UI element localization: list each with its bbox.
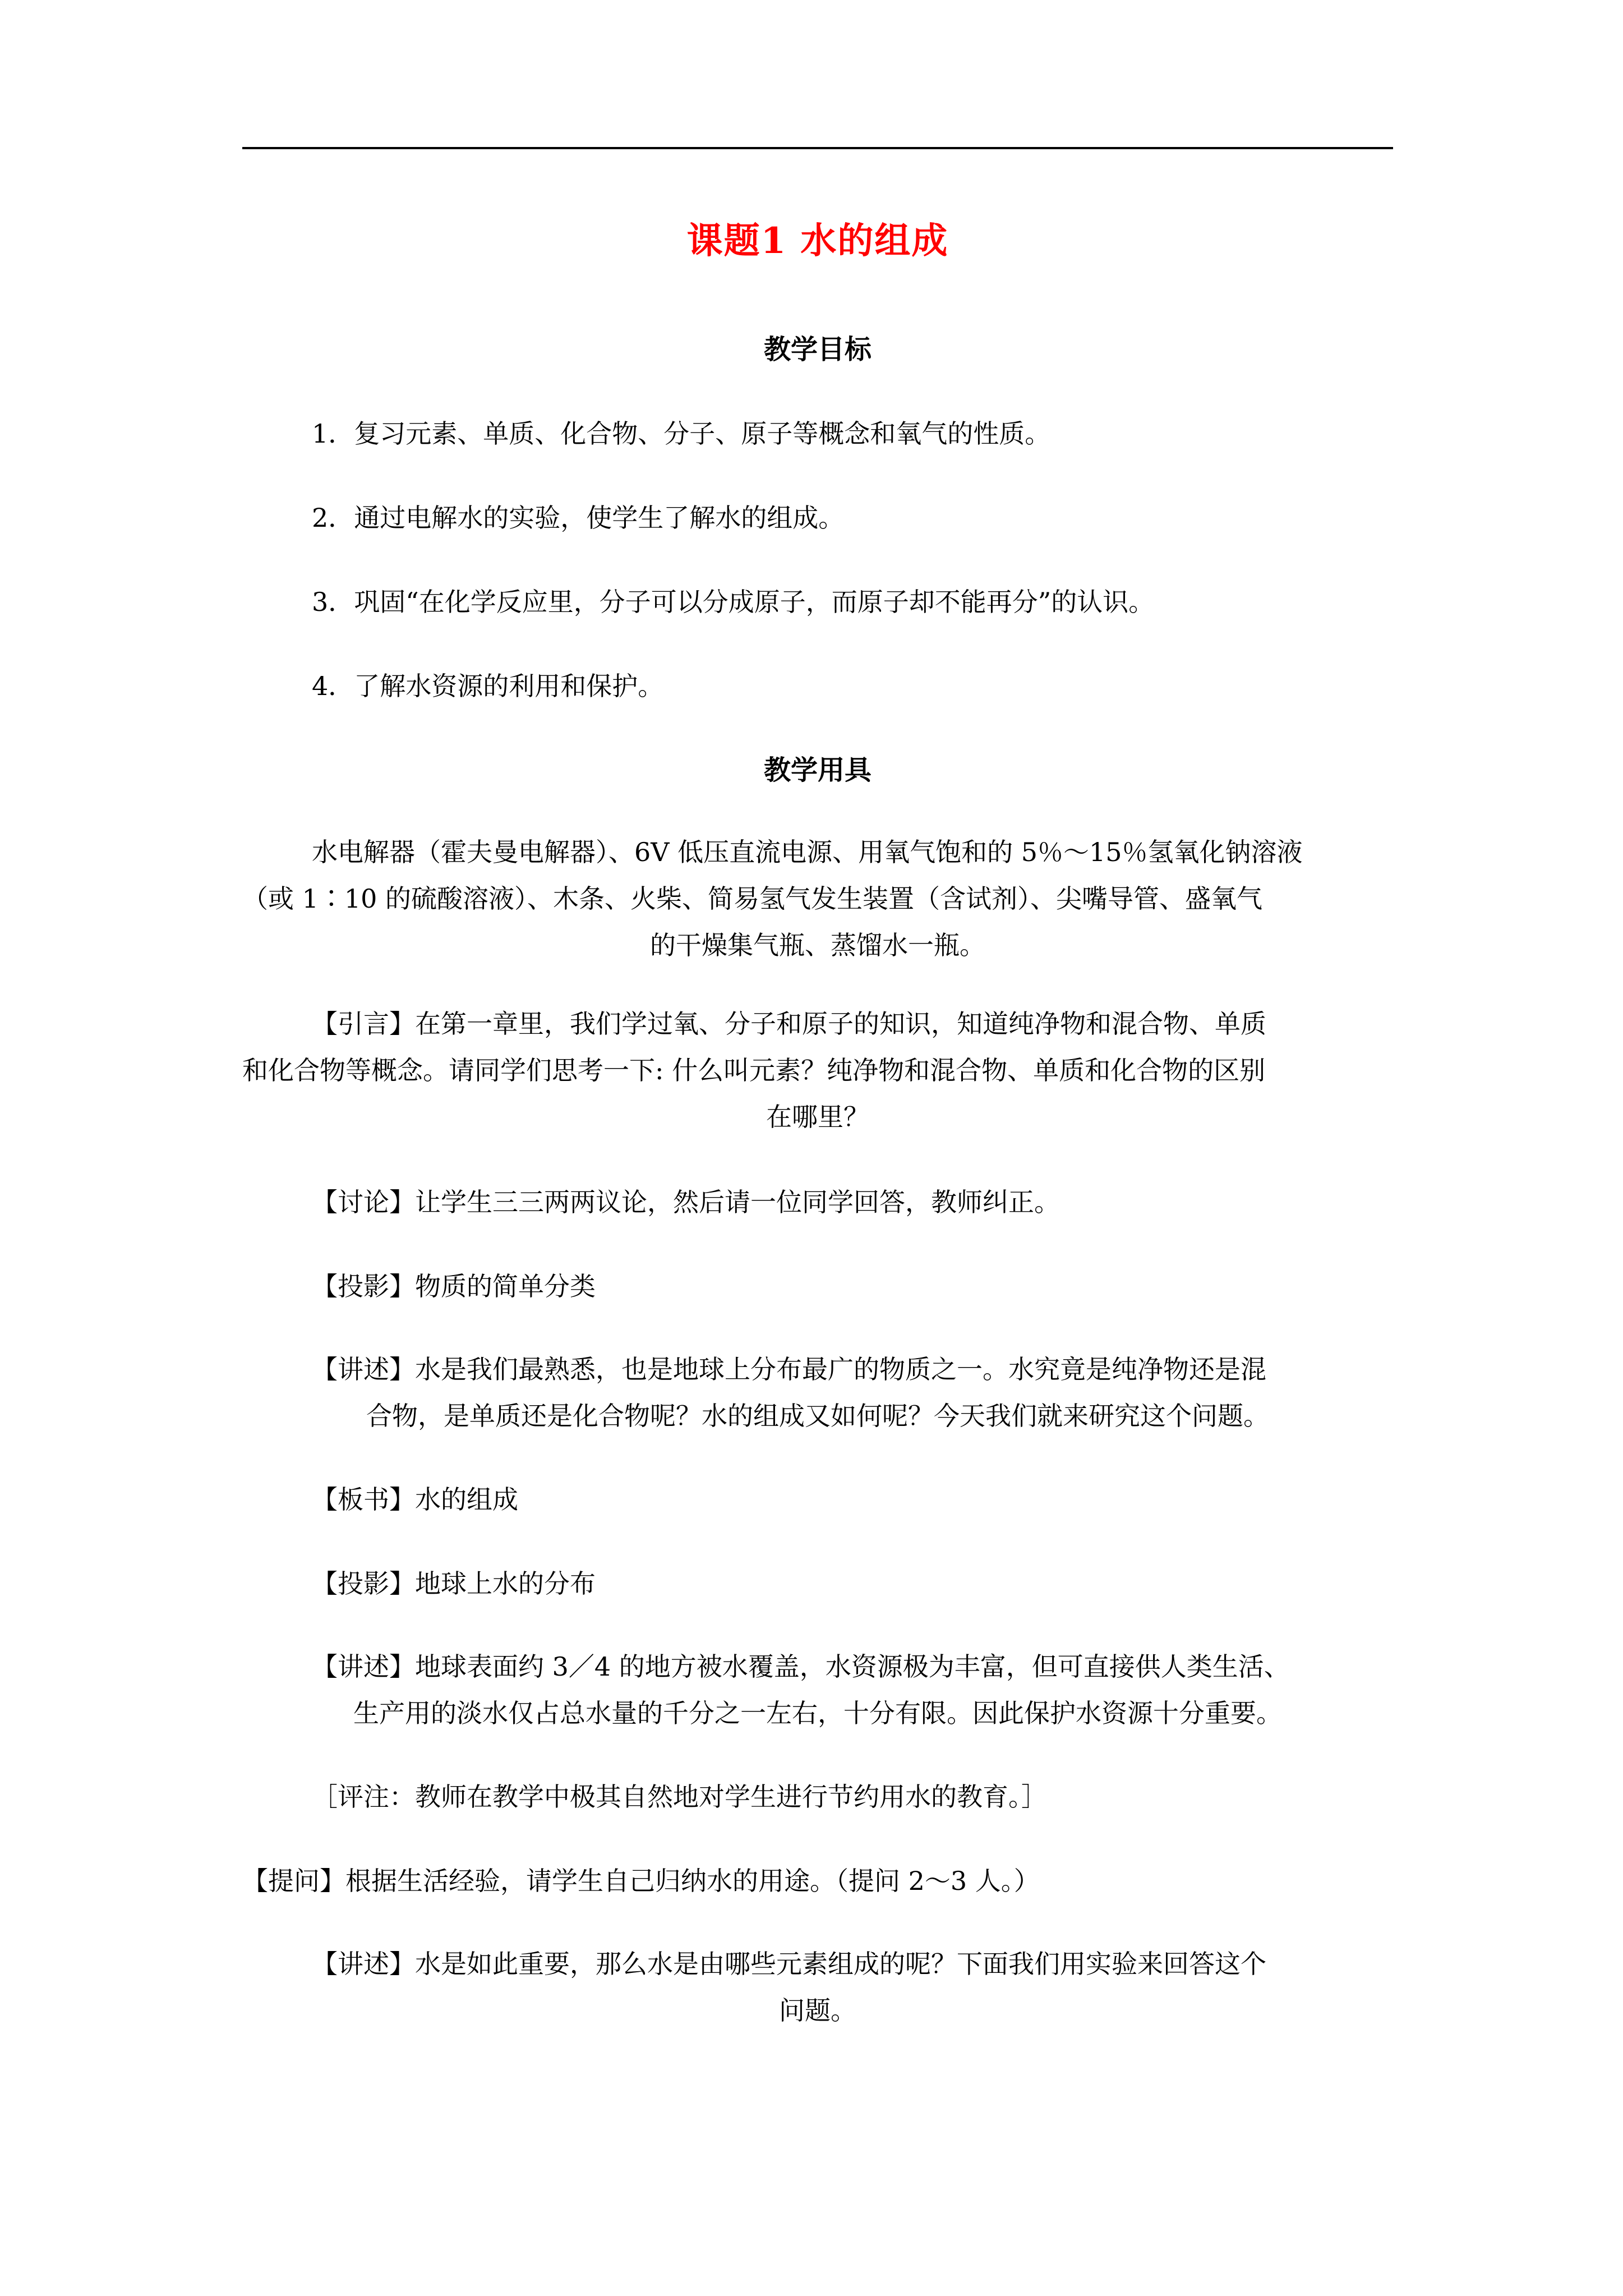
projection-line: 【投影】地球上水的分布 [312,1568,596,1599]
goal-item: 1．复习元素、单质、化合物、分子、原子等概念和氧气的性质。 [312,418,1051,449]
board-line: 【板书】水的组成 [312,1484,518,1515]
question-line: 【提问】根据生活经验，请学生自己归纳水的用途。（提问 2～3 人。） [242,1866,1040,1896]
tools-line: （或 1∶10 的硫酸溶液）、木条、火柴、简易氢气发生装置（含试剂）、尖嘴导管、盛氧气 [242,884,1263,914]
narration-line: 合物，是单质还是化合物呢？水的组成又如何呢？今天我们就来研究这个问题。 [366,1401,1269,1431]
narration-line: 问题。 [779,1995,856,2026]
tools-line: 水电解器（霍夫曼电解器）、6V 低压直流电源、用氧气饱和的 5％～15％氢氧化钠溶液 [312,837,1303,867]
comment-line: ［评注：教师在教学中极其自然地对学生进行节约用水的教育。］ [312,1782,1047,1812]
narration-paragraph [242,1941,1393,2034]
header-rule [242,147,1393,149]
narration-line: 【讲述】地球表面约 3／4 的地方被水覆盖，水资源极为丰富，但可直接供人类生活、 [312,1651,1290,1682]
narration-paragraph [242,1644,1393,1737]
tools-heading: 教学用具 [763,754,872,786]
tools-line: 的干燥集气瓶、蒸馏水一瓶。 [650,930,985,960]
goal-item: 4．了解水资源的利用和保护。 [312,671,664,701]
goal-item: 2．通过电解水的实验，使学生了解水的组成。 [312,503,845,533]
document-title: 课题1 水的组成 [686,220,949,262]
intro-line: 在哪里？ [766,1102,869,1132]
intro-paragraph [242,1001,1393,1140]
narration-line: 【讲述】水是如此重要，那么水是由哪些元素组成的呢？下面我们用实验来回答这个 [312,1949,1266,1979]
goals-heading: 教学目标 [763,334,872,365]
narration-line: 生产用的淡水仅占总水量的千分之一左右，十分有限。因此保护水资源十分重要。 [353,1698,1282,1728]
narration-paragraph [242,1346,1393,1439]
goal-item: 3．巩固“在化学反应里，分子可以分成原子，而原子却不能再分”的认识。 [312,587,1155,617]
projection-line: 【投影】物质的简单分类 [312,1271,596,1301]
intro-line: 【引言】在第一章里，我们学过氧、分子和原子的知识，知道纯净物和混合物、单质 [312,1009,1266,1039]
narration-line: 【讲述】水是我们最熟悉，也是地球上分布最广的物质之一。水究竟是纯净物还是混 [312,1354,1266,1384]
tools-paragraph [242,829,1393,969]
intro-line: 和化合物等概念。请同学们思考一下: 什么叫元素？纯净物和混合物、单质和化合物的区别 [242,1055,1266,1085]
discussion-line: 【讨论】让学生三三两两议论，然后请一位同学回答，教师纠正。 [312,1187,1060,1217]
